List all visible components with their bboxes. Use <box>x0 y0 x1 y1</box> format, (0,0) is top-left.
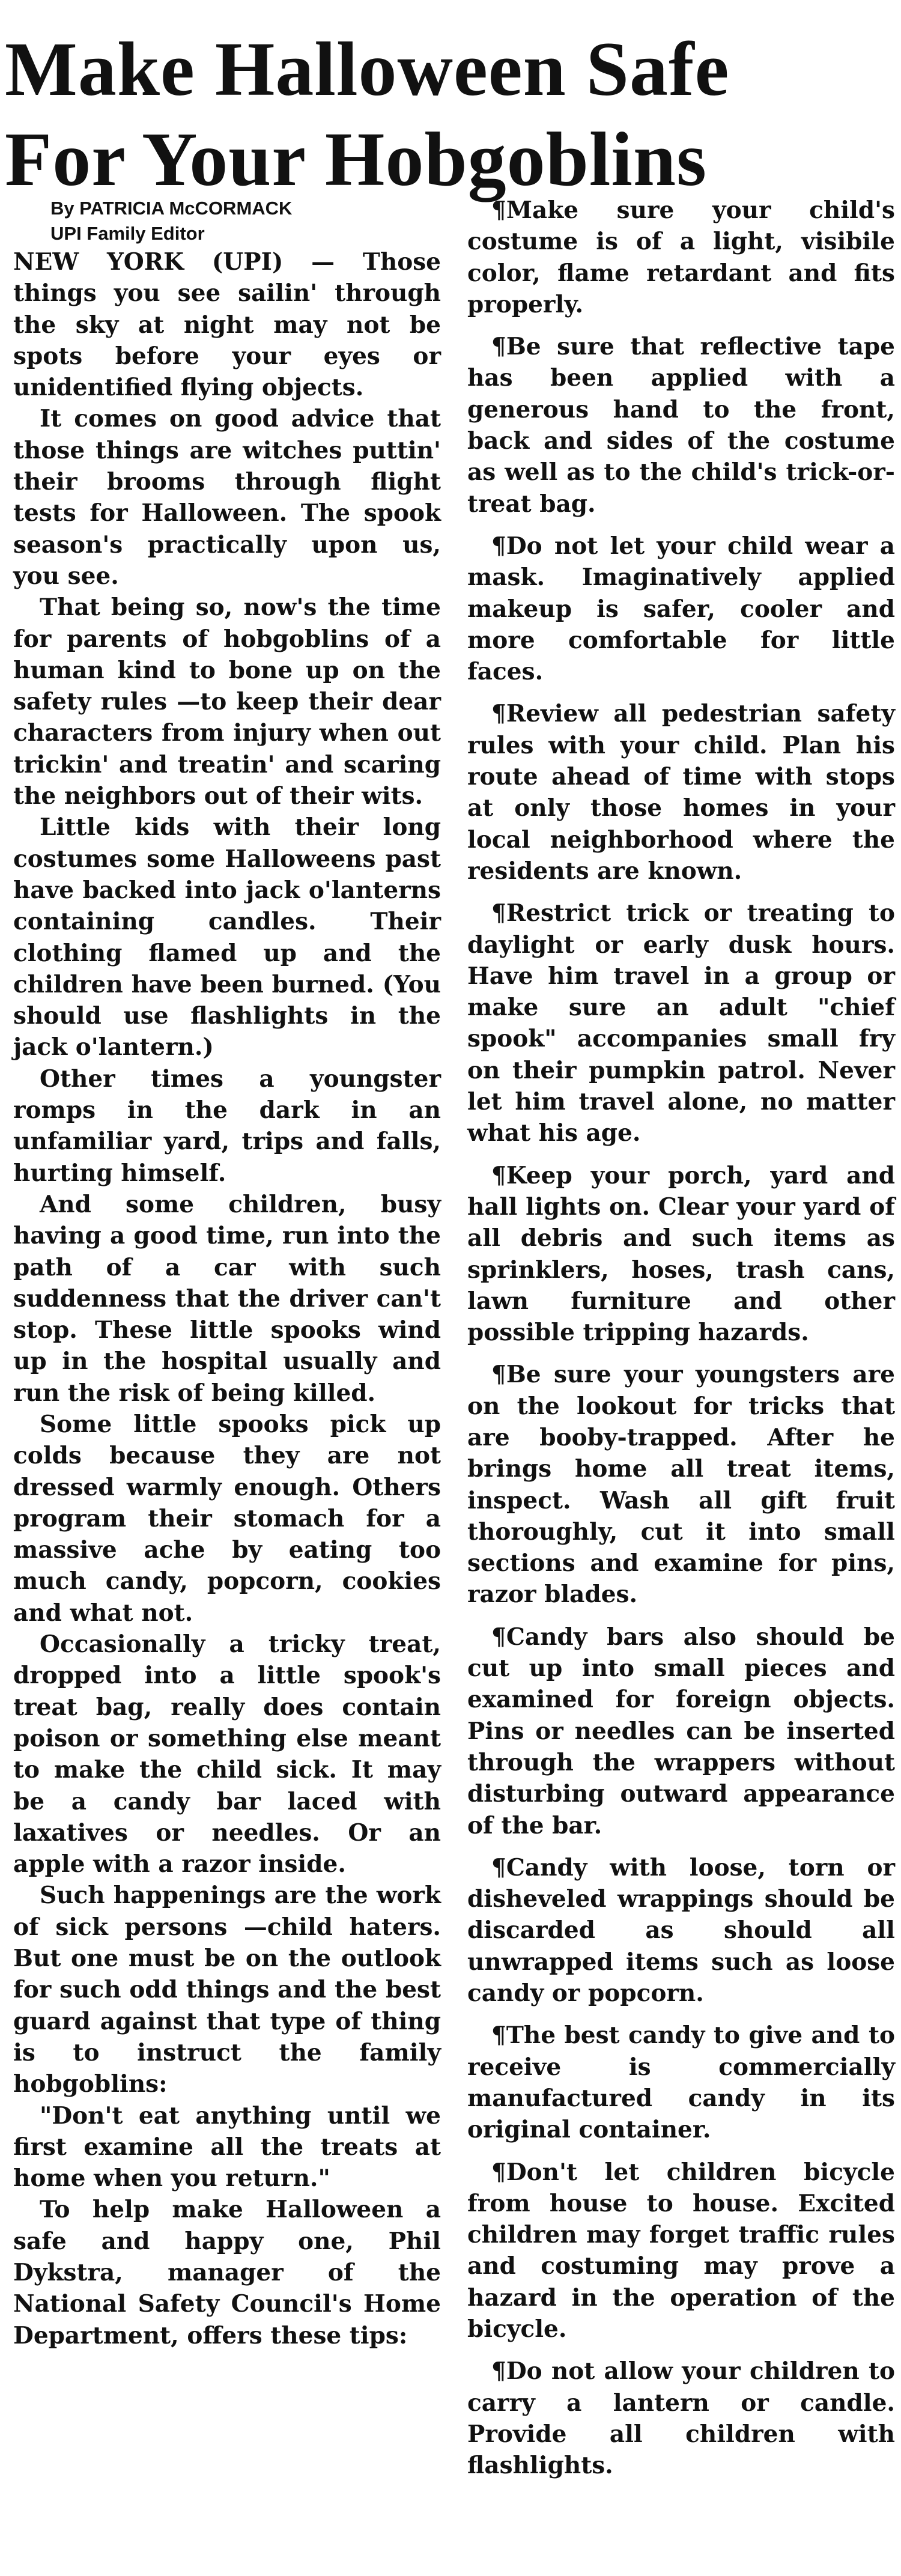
right-column <box>467 195 895 2492</box>
paragraph: That being so, now's the time for parents of hobgoblins of a human kind to bone up on the safety rules —to keep their dear characters from injury when out trickin' and treatin' and scaring the neighbors out of their wits. <box>13 594 441 810</box>
safety-tip: ¶Keep your porch, yard and hall lights on. Clear your yard of all debris and such items as sprinklers, hoses, trash cans, lawn furniture and other possible tripping hazards. <box>467 1161 895 1347</box>
paragraph: Occasionally a tricky treat, dropped into a little spook's treat bag, really does contain poison or something else meant to make the child sick. It may be a candy bar laced with laxatives or needles. Or an apple with a razor inside. <box>13 1630 441 1879</box>
safety-tip: ¶Candy with loose, torn or disheveled wrappings should be discarded as should all unwrapped items such as loose candy or popcorn. <box>467 1853 895 2008</box>
headline-line-1: Make Halloween Safe <box>5 26 730 112</box>
safety-tip: ¶Be sure your youngsters are on the lookout for tricks that are booby-trapped. After he brings home all treat items, inspect. Wash all gift fruit thoroughly, cut it into small sections and examine for pins, razor blades. <box>467 1361 895 1609</box>
paragraph: It comes on good advice that those things are witches puttin' their brooms through flight tests for Halloween. The spook season's practically upon us, you see. <box>13 405 441 590</box>
safety-tip: ¶Do not let your child wear a mask. Imaginatively applied makeup is safer, cooler and more comfortable for little faces. <box>467 532 895 686</box>
safety-tip: ¶Candy bars also should be cut up into small pieces and examined for foreign objects. Pins or needles can be inserted through the wrappers without disturbing outward appearance of the bar. <box>467 1623 895 1839</box>
paragraph: Some little spooks pick up colds because they are not dressed warmly enough. Others program their stomach for a massive ache by eating too much candy, popcorn, cookies and what not. <box>13 1410 441 1627</box>
safety-tip: ¶Make sure your child's costume is of a light, visibile color, flame retardant and fits properly. <box>467 196 895 318</box>
paragraph: Little kids with their long costumes some Halloweens past have backed into jack o'lanterns containing candles. Their clothing flamed up and the children have been burned. (You should use flashlights in the jack o'lantern.) <box>13 813 441 1062</box>
byline-title: UPI Family Editor <box>50 223 205 244</box>
paragraph: Such happenings are the work of sick persons —child haters. But one must be on the outlook for such odd things and the best guard against that type of thing is to instruct the family hobgoblins: <box>13 1882 441 2098</box>
safety-tip: ¶Review all pedestrian safety rules with your child. Plan his route ahead of time with stops at only those homes in your local neighborhood where the residents are known. <box>467 700 895 885</box>
safety-tip: ¶Restrict trick or treating to daylight or early dusk hours. Have him travel in a group or make sure an adult "chief spook" accompanies small fry on their pumpkin patrol. Never let him travel alone, no matter what his age. <box>467 899 895 1147</box>
headline <box>5 24 894 204</box>
paragraph: And some children, busy having a good time, run into the path of a car with such suddenness that the driver can't stop. These little spooks wind up in the hospital usually and run the risk of being killed. <box>13 1190 441 1407</box>
safety-tip: ¶The best candy to give and to receive is commercially manufactured candy in its original container. <box>467 2022 895 2144</box>
paragraph: NEW YORK (UPI) — Those things you see sailin' through the sky at night may not be spots before your eyes or unidentified flying objects. <box>13 248 441 402</box>
safety-tip: ¶Don't let children bicycle from house to house. Excited children may forget traffic rules and costuming may prove a hazard in the operation of the bicycle. <box>467 2158 895 2343</box>
paragraph: Other times a youngster romps in the dark in an unfamiliar yard, trips and falls, hurting himself. <box>13 1065 441 1187</box>
headline-line-2: For Your Hobgoblins <box>5 117 707 202</box>
byline <box>13 196 441 246</box>
paragraph: To help make Halloween a safe and happy one, Phil Dykstra, manager of the National Safety Council's Home Department, offers these tips: <box>13 2196 441 2350</box>
safety-tip: ¶Be sure that reflective tape has been applied with a generous hand to the front, back and sides of the costume as well as to the child's trick-or-treat bag. <box>467 333 895 518</box>
byline-author: By PATRICIA McCORMACK <box>50 198 293 219</box>
safety-tip: ¶Do not allow your children to carry a lantern or candle. Provide all children with flashlights. <box>467 2357 895 2480</box>
paragraph: "Don't eat anything until we first examine all the treats at home when you return." <box>13 2101 441 2193</box>
left-column <box>13 196 441 2351</box>
